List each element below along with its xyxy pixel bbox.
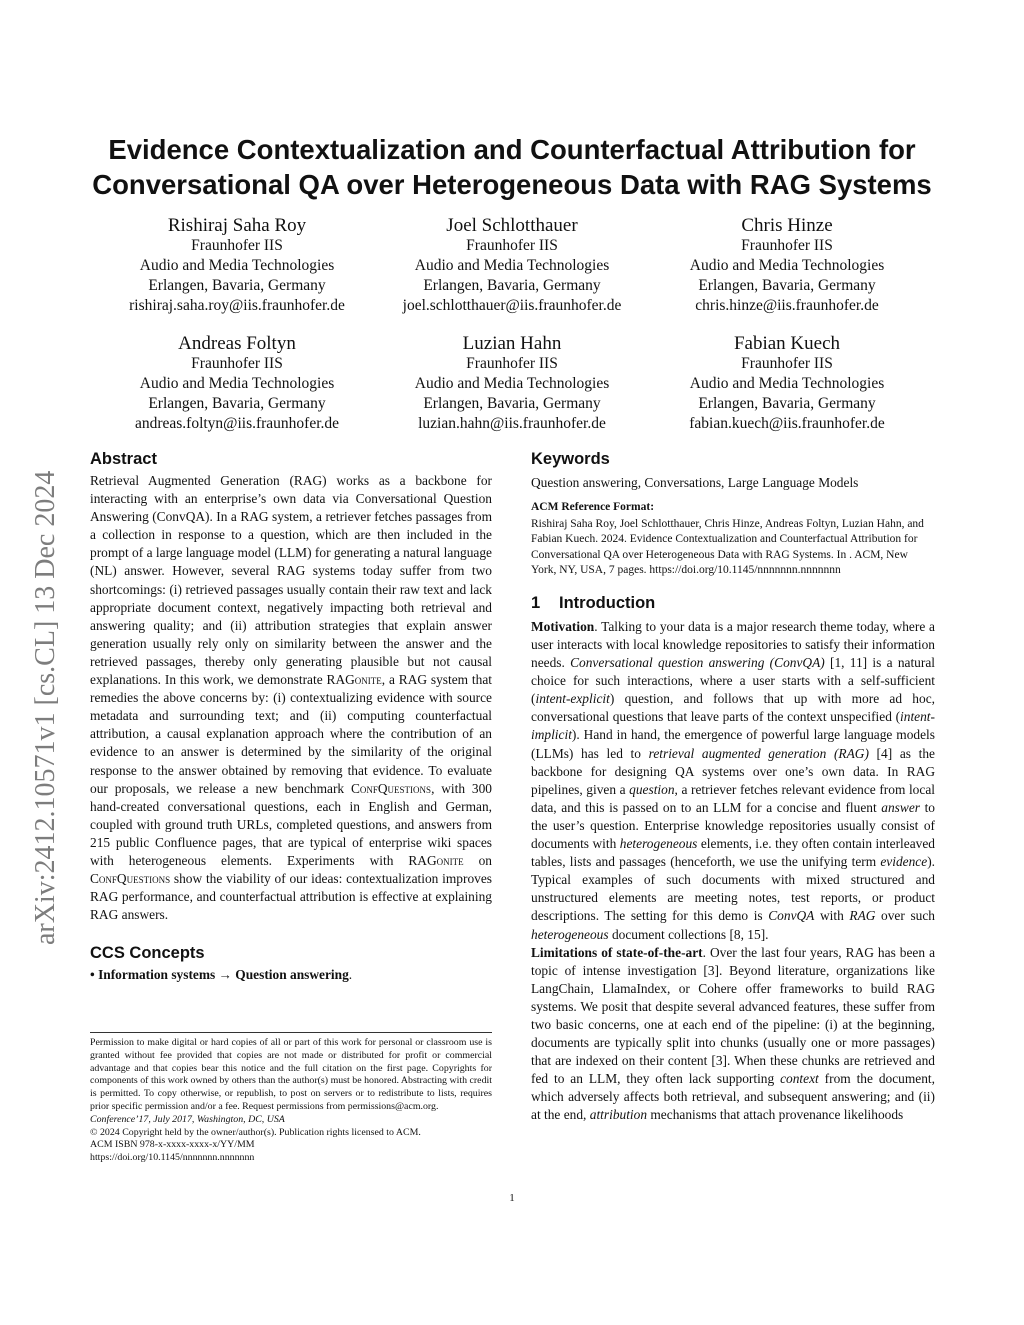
author-name: Rishiraj Saha Roy	[167, 215, 307, 236]
author-dept: Audio and Media Technologies	[139, 375, 335, 392]
author-org: Fraunhofer IIS	[741, 237, 833, 254]
left-column	[90, 448, 492, 984]
author-location: Erlangen, Bavaria, Germany	[423, 277, 601, 294]
paper-title	[60, 132, 964, 202]
intro-motivation-paragraph: Motivation. Talking to your data is a major research theme today, where a user interacts with local knowledge repositories to satisfy their information needs. Conversational question answering (ConvQA) [1, 11] is a natural choice for such interactions, where a user starts with a self-sufficient (intent-explicit) question, and follows that up with more ad hoc, conversational questions that leave parts of the context unspecified (intent-implicit). Hand in hand, the emergence of powerful large language models (LLMs) has led to retrieval augmented generation (RAG) [4] as the backbone for designing QA systems over one’s own data. In RAG pipelines, given a question, a retriever fetches relevant evidence from local data, and this is passed on to an LLM for a concise and fluent answer to the user’s question. Enterprise knowledge repositories usually consist of documents with heterogeneous elements, i.e. they often contain interleaved tables, lists and passages (henceforth, we use the unifying term evidence). Typical examples of such documents with mixed structured and unstructured elements are meeting notes, test reports, or product descriptions. The setting for this demo is ConvQA with RAG over such heterogeneous document collections [8, 15].	[531, 618, 935, 942]
copyright-line: © 2024 Copyright held by the owner/author(s). Publication rights licensed to ACM.	[90, 1126, 421, 1138]
benchmark-name: ConfQuestions	[350, 780, 432, 796]
author-email[interactable]: luzian.hahn@iis.fraunhofer.de	[418, 415, 606, 432]
bullet: •	[90, 967, 95, 983]
author-name: Andreas Foltyn	[178, 333, 296, 354]
author-org: Fraunhofer IIS	[191, 355, 283, 372]
author-email[interactable]: chris.hinze@iis.fraunhofer.de	[695, 297, 879, 314]
conference-info: Conference’17, July 2017, Washington, DC, USA	[90, 1113, 285, 1125]
author-name: Fabian Kuech	[733, 333, 841, 354]
abstract-text: Retrieval Augmented Generation (RAG) works as a backbone for interacting with an enterprise’s own data via Conversational Question Answering (ConvQA). In a RAG system, a retriever fetches passages from a collection in response to a question, which are then included in the prompt of a large language model (LLM) for generating a natural language (NL) answer. However, several RAG systems today suffer from two shortcomings: (i) retrieved passages usually contain their raw text and lack appropriate document context, negatively impacting both retrieval and answering quality; and (ii) attribution strategies that explain answer generation usually rely only on similarity between the answer and the retrieved passages, thereby only generating plausible but not causal explanations. In this work, we demonstrate RAGonite, a RAG system that remedies the above concerns by: (i) contextualizing evidence with source metadata and surrounding text; and (ii) computing counterfactual attribution, a causal explanation approach where the contribution of an evidence to an answer is determined by the similarity of the original response to the answer obtained by removing that evidence. To evaluate our proposals, we release a new benchmark ConfQuestions, with 300 hand-created conversational questions, each in English and German, coupled with ground truth URLs, completed questions, and answers from 215 public Confluence pages, that are typical of enterprise wiki spaces with heterogeneous elements. Experiments with RAGonite on ConfQuestions show the viability of our ideas: contextualization improves RAG performance, and counterfactual attribution is effective at explaining RAG answers.	[90, 473, 492, 923]
title-line-2: Conversational QA over Heterogeneous Data with RAG Systems	[92, 169, 932, 200]
benchmark-name: ConfQuestions	[90, 871, 171, 887]
paragraph-label: Limitations of state-of-the-art	[531, 944, 703, 960]
author-org: Fraunhofer IIS	[466, 355, 558, 372]
system-name: RAGonite	[326, 672, 382, 688]
title-line-1: Evidence Contextualization and Counterfactual Attribution for	[108, 134, 916, 165]
author-location: Erlangen, Bavaria, Germany	[148, 277, 326, 294]
author-org: Fraunhofer IIS	[741, 355, 833, 372]
copyright-footnote	[90, 1032, 492, 1165]
section-number: 1	[531, 593, 541, 612]
author-block	[637, 214, 937, 316]
author-org: Fraunhofer IIS	[466, 237, 558, 254]
permission-notice: Permission to make digital or hard copies of all or part of this work for personal or classroom use is granted without fee provided that copies are not made or distributed for profit or commercial advantage and that copies bear this notice and the full citation on the first page. Copyrights for components of this work owned by others than the author(s) must be honored. Abstracting with credit is permitted. To copy otherwise, or republish, to post on servers or to redistribute to lists, requires prior specific permission and/or a fee. Request permissions from permissions@acm.org.	[90, 1037, 492, 1112]
arxiv-identifier: arXiv:2412.10571v1 [cs.CL] 13 Dec 2024	[30, 470, 61, 945]
author-dept: Audio and Media Technologies	[689, 375, 885, 392]
author-email[interactable]: andreas.foltyn@iis.fraunhofer.de	[134, 415, 340, 432]
author-location: Erlangen, Bavaria, Germany	[423, 395, 601, 412]
author-org: Fraunhofer IIS	[191, 237, 283, 254]
ccs-item: Information systems → Question answering	[98, 967, 349, 983]
system-name: RAGonite	[408, 852, 464, 868]
author-email[interactable]: joel.schlotthauer@iis.fraunhofer.de	[402, 297, 622, 314]
author-dept: Audio and Media Technologies	[414, 375, 610, 392]
abstract-heading: Abstract	[90, 450, 157, 468]
intro-limitations-paragraph: Limitations of state-of-the-art. Over the last four years, RAG has been a topic of intense investigation [3]. Beyond literature, organizations like LangChain, LlamaIndex, or Cohere offer frameworks to build RAG systems. We posit that despite several advanced features, these suffer from two basic concerns, one at each end of the pipeline: (i) at the beginning, documents are typically split into chunks (usually one or more passages) that are indexed on their content [3]. When these chunks are retrieved and fed to an LLM, they often lack supporting context from the document, which adversely affects both retrieval, and subsequent answering; and (ii) at the end, attribution mechanisms that attach provenance likelihoods	[531, 944, 936, 1123]
author-name: Chris Hinze	[741, 215, 833, 236]
keywords-heading: Keywords	[531, 450, 610, 468]
author-block	[362, 214, 662, 316]
ccs-heading: CCS Concepts	[90, 944, 205, 963]
doi-link[interactable]: https://doi.org/10.1145/nnnnnnn.nnnnnnn	[90, 1152, 255, 1164]
author-dept: Audio and Media Technologies	[139, 257, 335, 274]
author-location: Erlangen, Bavaria, Germany	[698, 395, 876, 412]
author-block	[362, 332, 662, 434]
paragraph-label: Motivation	[531, 618, 595, 634]
author-block	[87, 214, 387, 316]
author-email[interactable]: rishiraj.saha.roy@iis.fraunhofer.de	[129, 297, 345, 314]
acm-reference-text: Rishiraj Saha Roy, Joel Schlotthauer, Chris Hinze, Andreas Foltyn, Luzian Hahn, and Fabian Kuech. 2024. Evidence Contextualization and Counterfactual Attribution for Conversational QA over Heterogeneous Data with RAG Systems. In . ACM, New York, NY, USA, 7 pages. https://doi.org/10.1145/nnnnnnn.nnnnnnn	[531, 518, 924, 576]
author-name: Luzian Hahn	[462, 333, 562, 354]
keywords-text: Question answering, Conversations, Large Language Models	[531, 475, 859, 490]
isbn-line: ACM ISBN 978-x-xxxx-xxxx-x/YY/MM	[90, 1139, 255, 1151]
section-heading-introduction	[531, 592, 935, 614]
author-location: Erlangen, Bavaria, Germany	[698, 277, 876, 294]
author-dept: Audio and Media Technologies	[689, 257, 885, 274]
right-column	[531, 448, 935, 1125]
author-location: Erlangen, Bavaria, Germany	[148, 395, 326, 412]
section-title: Introduction	[559, 593, 656, 612]
author-block	[637, 332, 937, 434]
page-number: 1	[509, 1192, 515, 1204]
author-dept: Audio and Media Technologies	[414, 257, 610, 274]
author-name: Joel Schlotthauer	[446, 215, 578, 236]
acm-reference-heading: ACM Reference Format:	[531, 501, 655, 514]
ccs-concepts: • Information systems → Question answering.	[90, 967, 353, 983]
author-block	[87, 332, 387, 434]
author-email[interactable]: fabian.kuech@iis.fraunhofer.de	[689, 415, 885, 432]
